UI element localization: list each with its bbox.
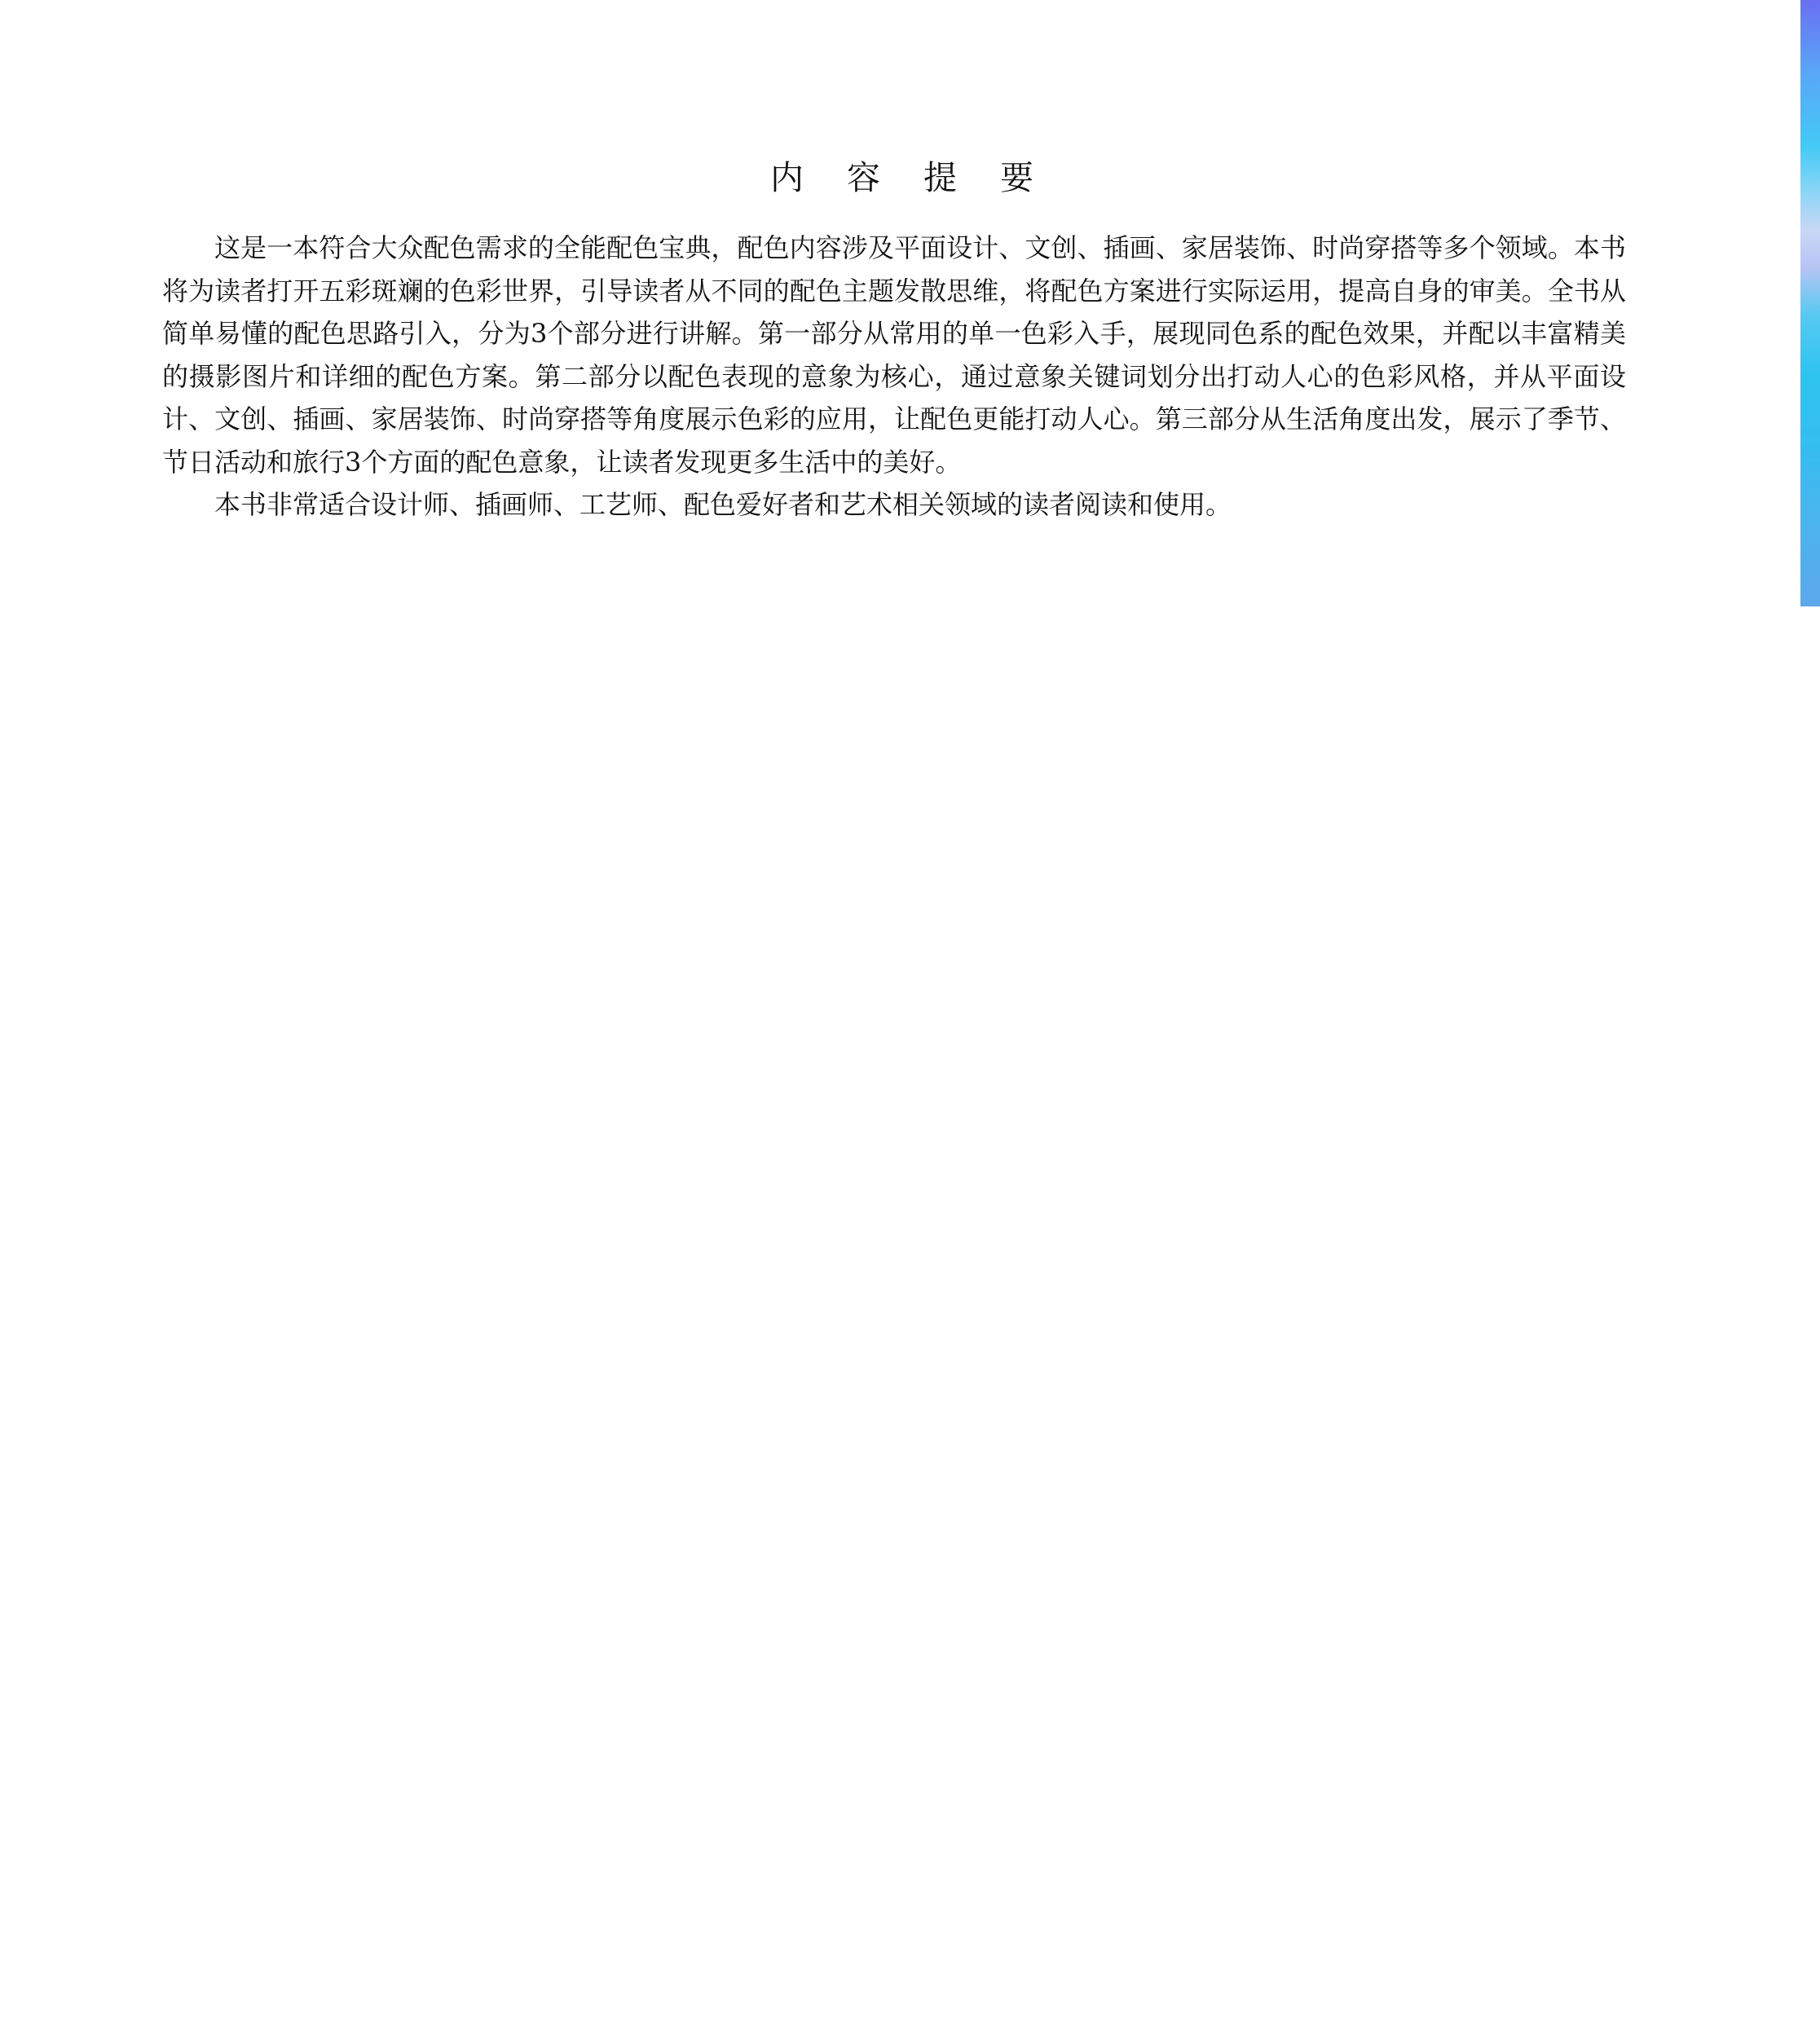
summary-body: [162, 227, 1626, 527]
color-edge-strip: [1800, 0, 1820, 606]
page-title: 内 容 提 要: [769, 158, 1051, 197]
paragraph-audience: 本书非常适合设计师、插画师、工艺师、配色爱好者和艺术相关领域的读者阅读和使用。: [214, 489, 1232, 520]
paragraph-intro: 这是一本符合大众配色需求的全能配色宝典，配色内容涉及平面设计、文创、插画、家居装饰、时尚穿搭等多个领域。本书将为读者打开五彩斑斓的色彩世界，引导读者从不同的配色主题发散思维，将配色方案进行实际运用，提高自身的审美。全书从简单易懂的配色思路引入，分为3个部分进行讲解。第一部分从常用的单一色彩入手，展现同色系的配色效果，并配以丰富精美的摄影图片和详细的配色方案。第二部分以配色表现的意象为核心，通过意象关键词划分出打动人心的色彩风格，并从平面设计、文创、插画、家居装饰、时尚穿搭等角度展示色彩的应用，让配色更能打动人心。第三部分从生活角度出发，展示了季节、节日活动和旅行3个方面的配色意象，让读者发现更多生活中的美好。: [162, 232, 1626, 478]
